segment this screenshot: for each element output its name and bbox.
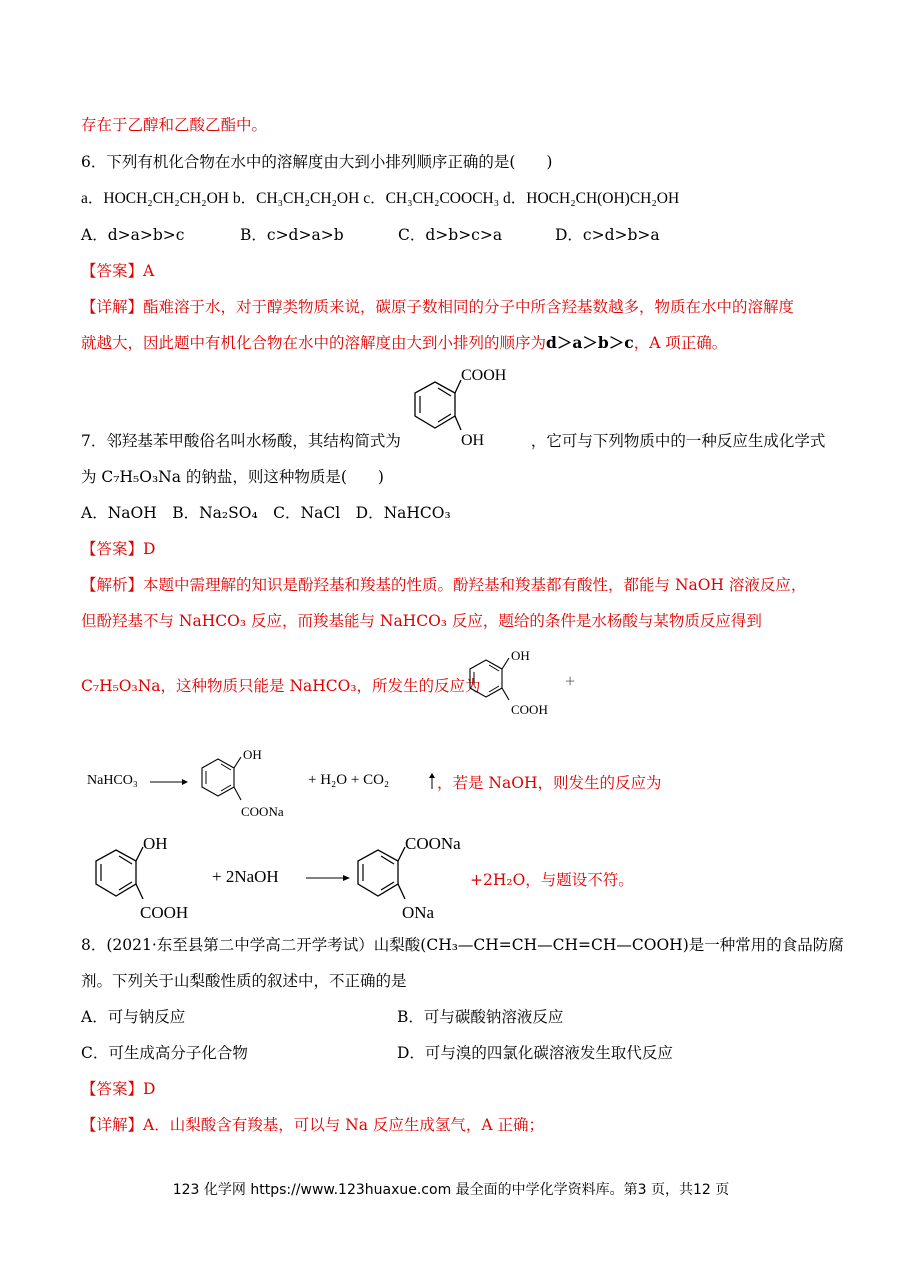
q6-option-b: B．c>d>a>b bbox=[240, 226, 344, 244]
q6-item-a: a．HOCH₂CH₂CH₂OH bbox=[81, 190, 229, 207]
q7-answer: 【答案】D bbox=[81, 540, 156, 558]
eq2-reagent: + 2NaOH bbox=[212, 867, 279, 886]
gas-arrow-icon bbox=[427, 773, 437, 789]
q7-stem-line-2: 为 C₇H₅O₃Na 的钠盐，则这种物质是( ) bbox=[81, 468, 384, 486]
analysis-label: 【解析】 bbox=[81, 576, 144, 594]
svg-text:COOH: COOH bbox=[140, 903, 189, 922]
q6-option-a: A．d>a>b>c bbox=[81, 226, 185, 244]
q6-option-d: D．c>d>b>a bbox=[555, 226, 660, 244]
eq2-tail: +2H₂O，与题设不符。 bbox=[470, 871, 634, 889]
disodium-salicylate-structure bbox=[344, 828, 474, 924]
svg-text:ONa: ONa bbox=[402, 903, 435, 922]
q7-analysis-line-1: 【解析】本题中需理解的知识是酚羟基和羧基的性质。酚羟基和羧基都有酸性，都能与 NaOH 溶液反应， bbox=[81, 576, 807, 594]
q6-items bbox=[81, 188, 679, 210]
q7-analysis-line-3: C₇H₅O₃Na，这种物质只能是 NaHCO₃，所发生的反应为 bbox=[81, 677, 481, 695]
salicylic-acid-reactant-2 bbox=[82, 828, 212, 924]
answer-label: 【答案】 bbox=[81, 262, 144, 280]
svg-text:COOH: COOH bbox=[511, 702, 548, 717]
q6-item-c: c．CH₃CH₂COOCH₃ bbox=[363, 190, 500, 207]
q6-stem: 6．下列有机化合物在水中的溶解度由大到小排列顺序正确的是( ) bbox=[81, 153, 553, 171]
q8-stem-line-2: 剂。下列关于山梨酸性质的叙述中，不正确的是 bbox=[81, 972, 407, 990]
q8-detail-line-1: 【详解】A．山梨酸含有羧基，可以与 Na 反应生成氢气，A 正确； bbox=[81, 1116, 544, 1134]
q8-option-b: B．可与碳酸钠溶液反应 bbox=[397, 1008, 564, 1026]
q6-item-b: b．CH₃CH₂CH₂OH bbox=[232, 190, 360, 207]
page-footer: 123 化学网 https://www.123huaxue.com 最全面的中学化学资料库。第3 页，共12 页 bbox=[172, 1182, 730, 1198]
svg-text:OH: OH bbox=[243, 747, 262, 762]
sodium-salicylate-structure bbox=[190, 743, 300, 823]
plus-sign: + bbox=[565, 671, 576, 691]
q7-stem-line-1: 7．邻羟基苯甲酸俗名叫水杨酸，其结构简式为 ，它可与下列物质中的一种反应生成化学式 bbox=[81, 432, 826, 450]
q8-option-c: C．可生成高分子化合物 bbox=[81, 1044, 248, 1062]
detail-label: 【详解】 bbox=[81, 298, 144, 316]
svg-text:OH: OH bbox=[143, 834, 168, 853]
answer-value: A bbox=[143, 262, 155, 280]
order-result: d＞a＞b＞c bbox=[546, 333, 634, 352]
q8-answer: 【答案】D bbox=[81, 1080, 156, 1098]
intro-tail: 存在于乙醇和乙酸乙酯中。 bbox=[81, 116, 268, 134]
q8-option-a: A．可与钠反应 bbox=[81, 1008, 186, 1026]
svg-text:COOH: COOH bbox=[461, 367, 507, 384]
reaction-arrow-icon bbox=[148, 776, 188, 788]
svg-text:COONa: COONa bbox=[405, 834, 461, 853]
q6-answer bbox=[81, 260, 154, 282]
q6-detail-line-1: 【详解】酯难溶于水，对于醇类物质来说，碳原子数相同的分子中所含羟基数越多，物质在水中的溶解度 bbox=[81, 298, 795, 316]
eq1-products: + H₂O + CO₂ bbox=[308, 772, 390, 788]
q8-option-d: D．可与溴的四氯化碳溶液发生取代反应 bbox=[397, 1044, 673, 1062]
q6-option-c: C．d>b>c>a bbox=[398, 226, 503, 244]
svg-text:OH: OH bbox=[461, 432, 485, 448]
q6-item-d: d．HOCH₂CH(OH)CH₂OH bbox=[503, 190, 680, 207]
eq1-tail: ，若是 NaOH，则发生的反应为 bbox=[437, 774, 662, 792]
q6-detail-line-2: 就越大，因此题中有机化合物在水中的溶解度由大到小排列的顺序为d＞a＞b＞c，A 项正确。 bbox=[81, 333, 728, 352]
svg-text:COONa: COONa bbox=[241, 804, 284, 819]
q7-options: A．NaOH B．Na₂SO₄ C．NaCl D．NaHCO₃ bbox=[81, 504, 451, 522]
svg-text:OH: OH bbox=[511, 648, 530, 663]
q8-stem-line-1: 8．(2021·东至县第二中学高二开学考试）山梨酸(CH₃—CH=CH—CH=CH—COOH)是一种常用的食品防腐 bbox=[81, 936, 844, 954]
eq1-reagent: NaHCO₃ bbox=[87, 773, 138, 788]
q7-analysis-line-2: 但酚羟基不与 NaHCO₃ 反应，而羧基能与 NaHCO₃ 反应，题给的条件是水杨酸与某物质反应得到 bbox=[81, 612, 762, 630]
reactant-salicylic-acid bbox=[462, 646, 562, 720]
